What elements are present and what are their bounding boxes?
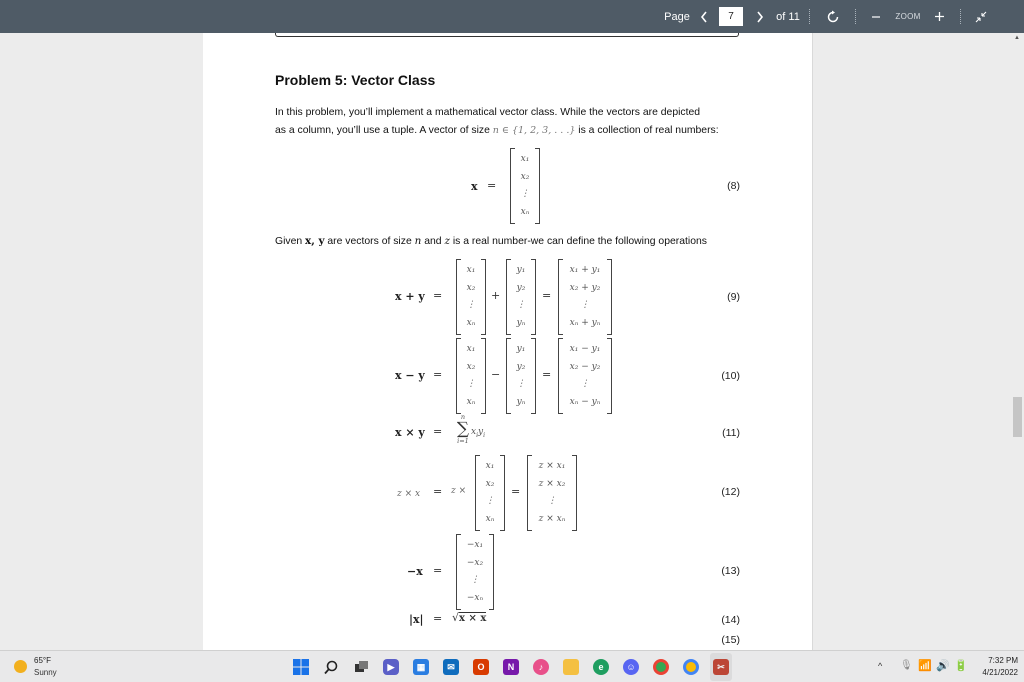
toolbar-divider	[855, 9, 856, 24]
eq10-equals-2: =	[542, 368, 552, 381]
given-text-b: are vectors of size	[327, 236, 412, 247]
vector-entry: ⋮	[516, 300, 526, 310]
page-number-input[interactable]: 7	[719, 7, 743, 26]
eq11-rhs-x: x	[471, 427, 477, 437]
chevron-left-icon	[700, 11, 708, 23]
volume-icon[interactable]: 🔊	[936, 660, 950, 672]
vector-entry: ⋮	[485, 496, 495, 506]
zoom-label: ZOOM	[895, 12, 921, 21]
sigma-symbol: ∑	[456, 419, 470, 439]
vector-entry: x₁	[466, 344, 476, 354]
prev-page-button[interactable]	[697, 0, 711, 33]
code-box-border	[275, 33, 739, 37]
snipping-tool-icon[interactable]: ✂	[713, 659, 729, 675]
given-n-math: n	[414, 235, 422, 247]
sum-upper-limit: n	[460, 413, 466, 421]
eq-number-10: (10)	[721, 370, 740, 382]
chrome-icon[interactable]	[653, 659, 669, 675]
vector-entry: x₁ − y₁	[569, 344, 601, 354]
active-app-highlight	[710, 653, 732, 681]
vector-entry: xₙ − yₙ	[569, 396, 601, 407]
vector-entry: ⋮	[466, 379, 476, 389]
vector-entry: z × x₂	[538, 478, 566, 489]
chrome-profile-icon[interactable]	[683, 659, 699, 675]
given-xy-math: x, y	[305, 235, 325, 247]
music-icon[interactable]: ♪	[533, 659, 549, 675]
eq8-vector-x	[510, 148, 540, 224]
page-label: Page	[664, 10, 690, 23]
vector-entry: y₁	[516, 265, 526, 275]
onenote-icon[interactable]: N	[503, 659, 519, 675]
eq-number-13: (13)	[721, 565, 740, 577]
vector-entry: −xₙ	[466, 592, 484, 603]
vector-entry: z × xₙ	[538, 513, 566, 524]
eq9-equals-2: =	[542, 289, 552, 302]
intro-text-b: is a collection of real numbers:	[578, 125, 719, 136]
eq10-minus: −	[491, 368, 501, 381]
eq11-lhs: x × y	[395, 426, 425, 439]
eq9-vector-y	[506, 259, 536, 335]
eq13-vector-neg	[456, 534, 494, 610]
next-page-button[interactable]	[753, 0, 767, 33]
eq-number-8: (8)	[727, 180, 740, 192]
vector-entry: ⋮	[580, 379, 590, 389]
eq14-radicand: x × x	[459, 613, 487, 624]
vector-entry: x₁	[520, 154, 530, 164]
widgets-icon[interactable]: ▦	[413, 659, 429, 675]
zoom-out-button[interactable]	[868, 0, 884, 33]
vector-entry: xₙ	[485, 513, 495, 524]
vector-entry: ⋮	[580, 300, 590, 310]
eq9-vector-sum	[558, 259, 612, 335]
eq14-sqrt: √x × x	[452, 611, 487, 624]
mail-icon[interactable]: ✉	[443, 659, 459, 675]
eq8-lhs: x	[471, 180, 478, 193]
wifi-icon[interactable]: 📶	[918, 660, 932, 672]
problem-heading: Problem 5: Vector Class	[275, 72, 436, 88]
scrollbar-thumb[interactable]	[1013, 397, 1022, 437]
vector-entry: xₙ + yₙ	[569, 317, 601, 328]
pdf-page	[203, 33, 812, 650]
vector-entry: x₁	[466, 265, 476, 275]
file-explorer-icon[interactable]	[563, 659, 579, 675]
page-total: of 11	[776, 10, 800, 23]
clock-time[interactable]: 7:32 PM	[988, 656, 1018, 665]
windows-start-icon[interactable]	[293, 659, 309, 675]
eq9-equals: =	[433, 289, 443, 302]
rotate-button[interactable]	[824, 0, 842, 33]
search-icon[interactable]	[323, 659, 339, 675]
given-text-d: is a real number-we can define the following operations	[452, 236, 707, 247]
given-text-c: and	[424, 236, 442, 247]
eq-number-14: (14)	[721, 614, 740, 626]
eq-number-12: (12)	[721, 486, 740, 498]
vector-entry: x₂	[485, 478, 495, 489]
weather-temp[interactable]: 65°F	[34, 656, 51, 665]
vector-entry: yₙ	[516, 317, 526, 328]
microphone-icon[interactable]: 🎙	[900, 660, 913, 671]
given-paragraph	[275, 235, 707, 247]
given-z-math: z	[444, 235, 450, 247]
clock-date[interactable]: 4/21/2022	[982, 668, 1018, 677]
eq13-equals: =	[433, 564, 443, 577]
vector-entry: ⋮	[520, 189, 530, 199]
vector-entry: x₂ + y₂	[569, 282, 601, 293]
document-viewer[interactable]	[0, 33, 1024, 650]
vector-entry: x₂	[520, 171, 530, 182]
pdf-toolbar	[0, 0, 1024, 33]
zoom-in-button[interactable]	[931, 0, 947, 33]
teams-chat-icon[interactable]: ▶	[383, 659, 399, 675]
eq9-plus: +	[491, 289, 501, 302]
eq10-vector-y	[506, 338, 536, 414]
weather-sun-icon[interactable]	[14, 660, 27, 673]
sum-lower-limit: i=1	[457, 437, 469, 445]
vector-entry: y₂	[516, 282, 526, 293]
eq10-vector-x	[456, 338, 486, 414]
eq9-vector-x	[456, 259, 486, 335]
vector-entry: −x₂	[466, 557, 484, 568]
summation	[455, 414, 471, 445]
task-view-icon[interactable]	[353, 659, 369, 675]
eq12-lhs	[397, 486, 420, 499]
vector-entry: ⋮	[547, 496, 557, 506]
n-set-math: n ∈ {1, 2, 3, . . .}	[492, 125, 576, 136]
eq12-lhs-text: z × x	[397, 489, 421, 499]
eq10-vector-diff	[558, 338, 612, 414]
vector-entry: yₙ	[516, 396, 526, 407]
vector-entry: x₁	[485, 461, 495, 471]
plus-icon	[934, 11, 945, 22]
eq12-vector-x	[475, 455, 505, 531]
toolbar-divider	[960, 9, 961, 24]
eq10-equals: =	[433, 368, 443, 381]
vector-entry: x₂	[466, 282, 476, 293]
eq11-rhs: $x_iy_i$	[471, 427, 486, 439]
edge-icon[interactable]: e	[593, 659, 609, 675]
eq14-lhs: |x|	[409, 613, 424, 626]
taskbar	[0, 650, 1024, 682]
fullscreen-button[interactable]	[973, 0, 989, 33]
eq8-equals: =	[487, 179, 497, 192]
eq12-equals-2: =	[511, 485, 521, 498]
intro-text-a: as a column, you’ll use a tuple. A vector of size	[275, 125, 490, 136]
viewer-side-divider	[812, 33, 813, 650]
intro-paragraph-line2	[275, 125, 719, 136]
tray-overflow-chevron-icon[interactable]: ^	[878, 661, 883, 671]
minus-icon	[871, 12, 881, 22]
weather-desc[interactable]: Sunny	[34, 668, 57, 677]
vector-entry: −x₁	[466, 540, 484, 550]
given-text-a: Given	[275, 236, 303, 247]
vector-entry: xₙ	[520, 206, 530, 217]
vector-entry: xₙ	[466, 317, 476, 328]
vector-entry: ⋮	[470, 575, 480, 585]
vector-entry: x₂	[466, 361, 476, 372]
discord-icon[interactable]: ☺	[623, 659, 639, 675]
eq12-scalar: z ×	[451, 486, 467, 496]
eq13-lhs: −x	[407, 565, 423, 578]
office-icon[interactable]: O	[473, 659, 489, 675]
rotate-icon	[826, 10, 840, 24]
battery-icon[interactable]: 🔋	[954, 660, 968, 672]
eq9-lhs: x + y	[395, 290, 425, 303]
eq11-equals: =	[433, 425, 443, 438]
vector-entry: ⋮	[466, 300, 476, 310]
eq-number-15: (15)	[721, 634, 740, 646]
vector-entry: y₁	[516, 344, 526, 354]
vector-entry: y₂	[516, 361, 526, 372]
intro-paragraph-line1: In this problem, you’ll implement a mathematical vector class. While the vectors are depicted	[275, 107, 701, 118]
collapse-icon	[975, 11, 987, 23]
toolbar-divider	[809, 9, 810, 24]
chevron-right-icon	[756, 11, 764, 23]
vector-entry: ⋮	[516, 379, 526, 389]
eq10-lhs: x − y	[395, 369, 425, 382]
vector-entry: x₂ − y₂	[569, 361, 601, 372]
eq12-vector-scaled	[527, 455, 577, 531]
scroll-up-arrow[interactable]: ▲	[1014, 35, 1020, 41]
eq12-equals: =	[433, 485, 443, 498]
vector-entry: z × x₁	[538, 461, 566, 471]
vector-entry: xₙ	[466, 396, 476, 407]
vector-entry: x₁ + y₁	[569, 265, 601, 275]
eq-number-11: (11)	[722, 427, 740, 439]
eq-number-9: (9)	[727, 291, 740, 303]
eq14-equals: =	[433, 612, 443, 625]
